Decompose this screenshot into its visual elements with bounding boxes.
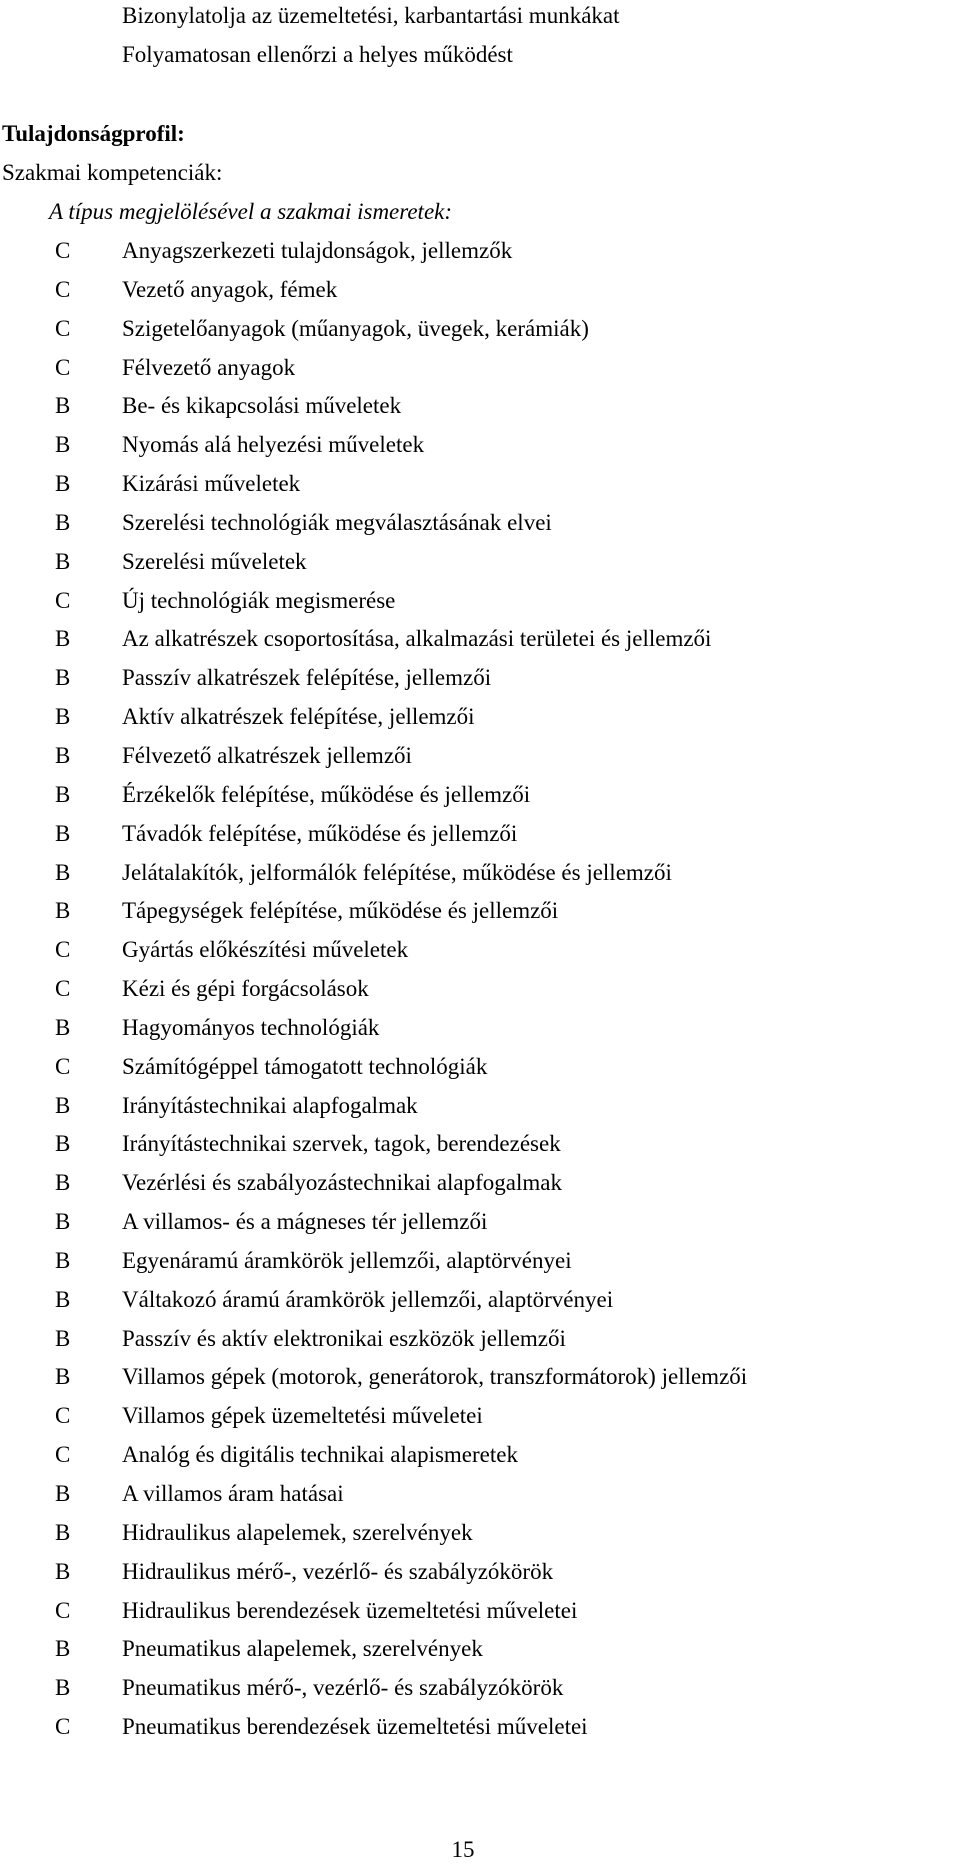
knowledge-topic: Pneumatikus mérő-, vezérlő- és szabályzókörök xyxy=(122,1675,564,1701)
list-item xyxy=(0,354,960,393)
competence-level: C xyxy=(55,238,71,263)
competence-level: B xyxy=(55,1209,71,1235)
knowledge-topic: Aktív alkatrészek felépítése, jellemzői xyxy=(122,704,475,730)
competence-level: C xyxy=(55,976,71,1002)
list-item xyxy=(0,548,960,587)
list-item xyxy=(0,1130,960,1169)
competence-level: C xyxy=(55,1442,71,1468)
knowledge-topic: Kizárási műveletek xyxy=(122,471,301,497)
competence-level: B xyxy=(55,626,71,652)
knowledge-topic: Analóg és digitális technikai alapismeretek xyxy=(122,1442,518,1468)
list-item xyxy=(0,392,960,431)
list-item xyxy=(0,859,960,898)
competence-level: B xyxy=(55,1636,71,1662)
list-item xyxy=(0,625,960,664)
list-item xyxy=(0,431,960,470)
list-item xyxy=(0,703,960,742)
competence-level: C xyxy=(55,1053,71,1079)
section-heading: Tulajdonságprofil: xyxy=(2,121,185,146)
knowledge-topic: Pneumatikus alapelemek, szerelvények xyxy=(122,1636,483,1662)
competence-level: C xyxy=(55,354,71,380)
knowledge-topic: Irányítástechnikai szervek, tagok, berendezések xyxy=(122,1131,561,1157)
competence-level: C xyxy=(55,1714,71,1740)
competence-level: B xyxy=(55,1364,71,1390)
knowledge-topic: Félvezető anyagok xyxy=(122,354,296,380)
list-item xyxy=(0,1558,960,1597)
list-item xyxy=(0,1363,960,1402)
competence-level: B xyxy=(55,742,71,768)
knowledge-topic: Érzékelők felépítése, működése és jellemzői xyxy=(122,781,531,807)
knowledge-topic: Szerelési műveletek xyxy=(122,548,307,574)
competence-level: B xyxy=(55,509,71,535)
knowledge-topic: Nyomás alá helyezési műveletek xyxy=(122,432,425,458)
knowledge-topic: Egyenáramú áramkörök jellemzői, alaptörvényei xyxy=(122,1247,572,1273)
competence-level: B xyxy=(55,665,71,691)
knowledge-topic: Új technológiák megismerése xyxy=(122,587,396,613)
knowledge-topic: Villamos gépek üzemeltetési műveletei xyxy=(122,1403,483,1429)
list-item xyxy=(0,237,960,276)
knowledge-topic: Számítógéppel támogatott technológiák xyxy=(122,1053,488,1079)
list-item xyxy=(0,1169,960,1208)
competence-level: B xyxy=(55,1675,71,1701)
knowledge-topic: Hidraulikus mérő-, vezérlő- és szabályzókörök xyxy=(122,1558,554,1584)
competence-level: B xyxy=(55,859,71,885)
list-item xyxy=(0,587,960,626)
competence-level: B xyxy=(55,1558,71,1584)
competence-level: B xyxy=(55,781,71,807)
list-item xyxy=(0,1402,960,1441)
knowledge-topic: Villamos gépek (motorok, generátorok, transzformátorok) jellemzői xyxy=(122,1364,748,1390)
list-item xyxy=(0,315,960,354)
competence-level: B xyxy=(55,704,71,730)
knowledge-topic: Pneumatikus berendezések üzemeltetési műveletei xyxy=(122,1714,588,1740)
knowledge-topic: Be- és kikapcsolási műveletek xyxy=(122,393,402,419)
competence-level: B xyxy=(55,1092,71,1118)
list-item xyxy=(0,1597,960,1636)
list-item xyxy=(0,509,960,548)
competence-level: C xyxy=(55,276,71,302)
list-item xyxy=(0,936,960,975)
competence-level: C xyxy=(55,1403,71,1429)
competence-level: B xyxy=(55,820,71,846)
list-item xyxy=(0,276,960,315)
knowledge-topic: Passzív és aktív elektronikai eszközök jellemzői xyxy=(122,1325,566,1351)
list-item xyxy=(0,975,960,1014)
list-item xyxy=(0,1053,960,1092)
knowledge-list xyxy=(0,237,960,1752)
knowledge-topic: Vezető anyagok, fémek xyxy=(122,276,338,302)
list-caption: A típus megjelölésével a szakmai ismeretek: xyxy=(49,199,453,224)
knowledge-topic: Szerelési technológiák megválasztásának elvei xyxy=(122,509,552,535)
knowledge-topic: A villamos áram hatásai xyxy=(122,1481,344,1506)
knowledge-topic: Hagyományos technológiák xyxy=(122,1014,380,1040)
intro-line-2: Folyamatosan ellenőrzi a helyes működést xyxy=(122,42,513,67)
page-number: 15 xyxy=(451,1837,475,1862)
competence-level: C xyxy=(55,587,71,613)
competence-level: B xyxy=(55,393,71,419)
list-item xyxy=(0,1441,960,1480)
knowledge-topic: Hidraulikus alapelemek, szerelvények xyxy=(122,1519,473,1545)
list-item xyxy=(0,664,960,703)
knowledge-topic: Távadók felépítése, működése és jellemzői xyxy=(122,820,518,846)
list-item xyxy=(0,470,960,509)
competence-level: B xyxy=(55,1131,71,1157)
knowledge-topic: Passzív alkatrészek felépítése, jellemzői xyxy=(122,665,492,691)
competence-level: B xyxy=(55,1325,71,1351)
list-item xyxy=(0,1674,960,1713)
list-item xyxy=(0,1247,960,1286)
competence-level: C xyxy=(55,315,71,341)
competence-level: B xyxy=(55,471,71,497)
list-item xyxy=(0,1208,960,1247)
list-item xyxy=(0,897,960,936)
knowledge-topic: Gyártás előkészítési műveletek xyxy=(122,937,409,963)
competence-level: B xyxy=(55,898,71,924)
knowledge-topic: A villamos- és a mágneses tér jellemzői xyxy=(122,1209,488,1235)
list-item xyxy=(0,1519,960,1558)
knowledge-topic: Szigetelőanyagok (műanyagok, üvegek, kerámiák) xyxy=(122,315,589,341)
knowledge-topic: Hidraulikus berendezések üzemeltetési műveletei xyxy=(122,1597,578,1623)
list-item xyxy=(0,742,960,781)
competence-level: B xyxy=(55,548,71,574)
competence-level: B xyxy=(55,432,71,458)
competence-level: B xyxy=(55,1247,71,1273)
knowledge-topic: Jelátalakítók, jelformálók felépítése, működése és jellemzői xyxy=(122,859,672,885)
knowledge-topic: Anyagszerkezeti tulajdonságok, jellemzők xyxy=(122,238,513,263)
competence-level: B xyxy=(55,1286,71,1312)
list-item xyxy=(0,1014,960,1053)
knowledge-topic: Váltakozó áramú áramkörök jellemzői, alaptörvényei xyxy=(122,1286,614,1312)
competence-level: B xyxy=(55,1519,71,1545)
list-item xyxy=(0,1325,960,1364)
knowledge-topic: Irányítástechnikai alapfogalmak xyxy=(122,1092,418,1118)
list-item xyxy=(0,1286,960,1325)
list-item xyxy=(0,1092,960,1131)
knowledge-topic: Félvezető alkatrészek jellemzői xyxy=(122,742,412,768)
knowledge-topic: Az alkatrészek csoportosítása, alkalmazási területei és jellemzői xyxy=(122,626,712,652)
competence-level: B xyxy=(55,1170,71,1196)
list-item xyxy=(0,781,960,820)
list-item xyxy=(0,1713,960,1752)
knowledge-topic: Vezérlési és szabályozástechnikai alapfogalmak xyxy=(122,1170,562,1196)
competence-level: C xyxy=(55,1597,71,1623)
list-item xyxy=(0,820,960,859)
section-subheading: Szakmai kompetenciák: xyxy=(2,160,223,185)
list-item xyxy=(0,1480,960,1519)
competence-level: B xyxy=(55,1014,71,1040)
knowledge-topic: Kézi és gépi forgácsolások xyxy=(122,976,369,1002)
competence-level: B xyxy=(55,1481,71,1506)
intro-line-1: Bizonylatolja az üzemeltetési, karbantartási munkákat xyxy=(122,3,620,28)
knowledge-topic: Tápegységek felépítése, működése és jellemzői xyxy=(122,898,559,924)
competence-level: C xyxy=(55,937,71,963)
list-item xyxy=(0,1635,960,1674)
